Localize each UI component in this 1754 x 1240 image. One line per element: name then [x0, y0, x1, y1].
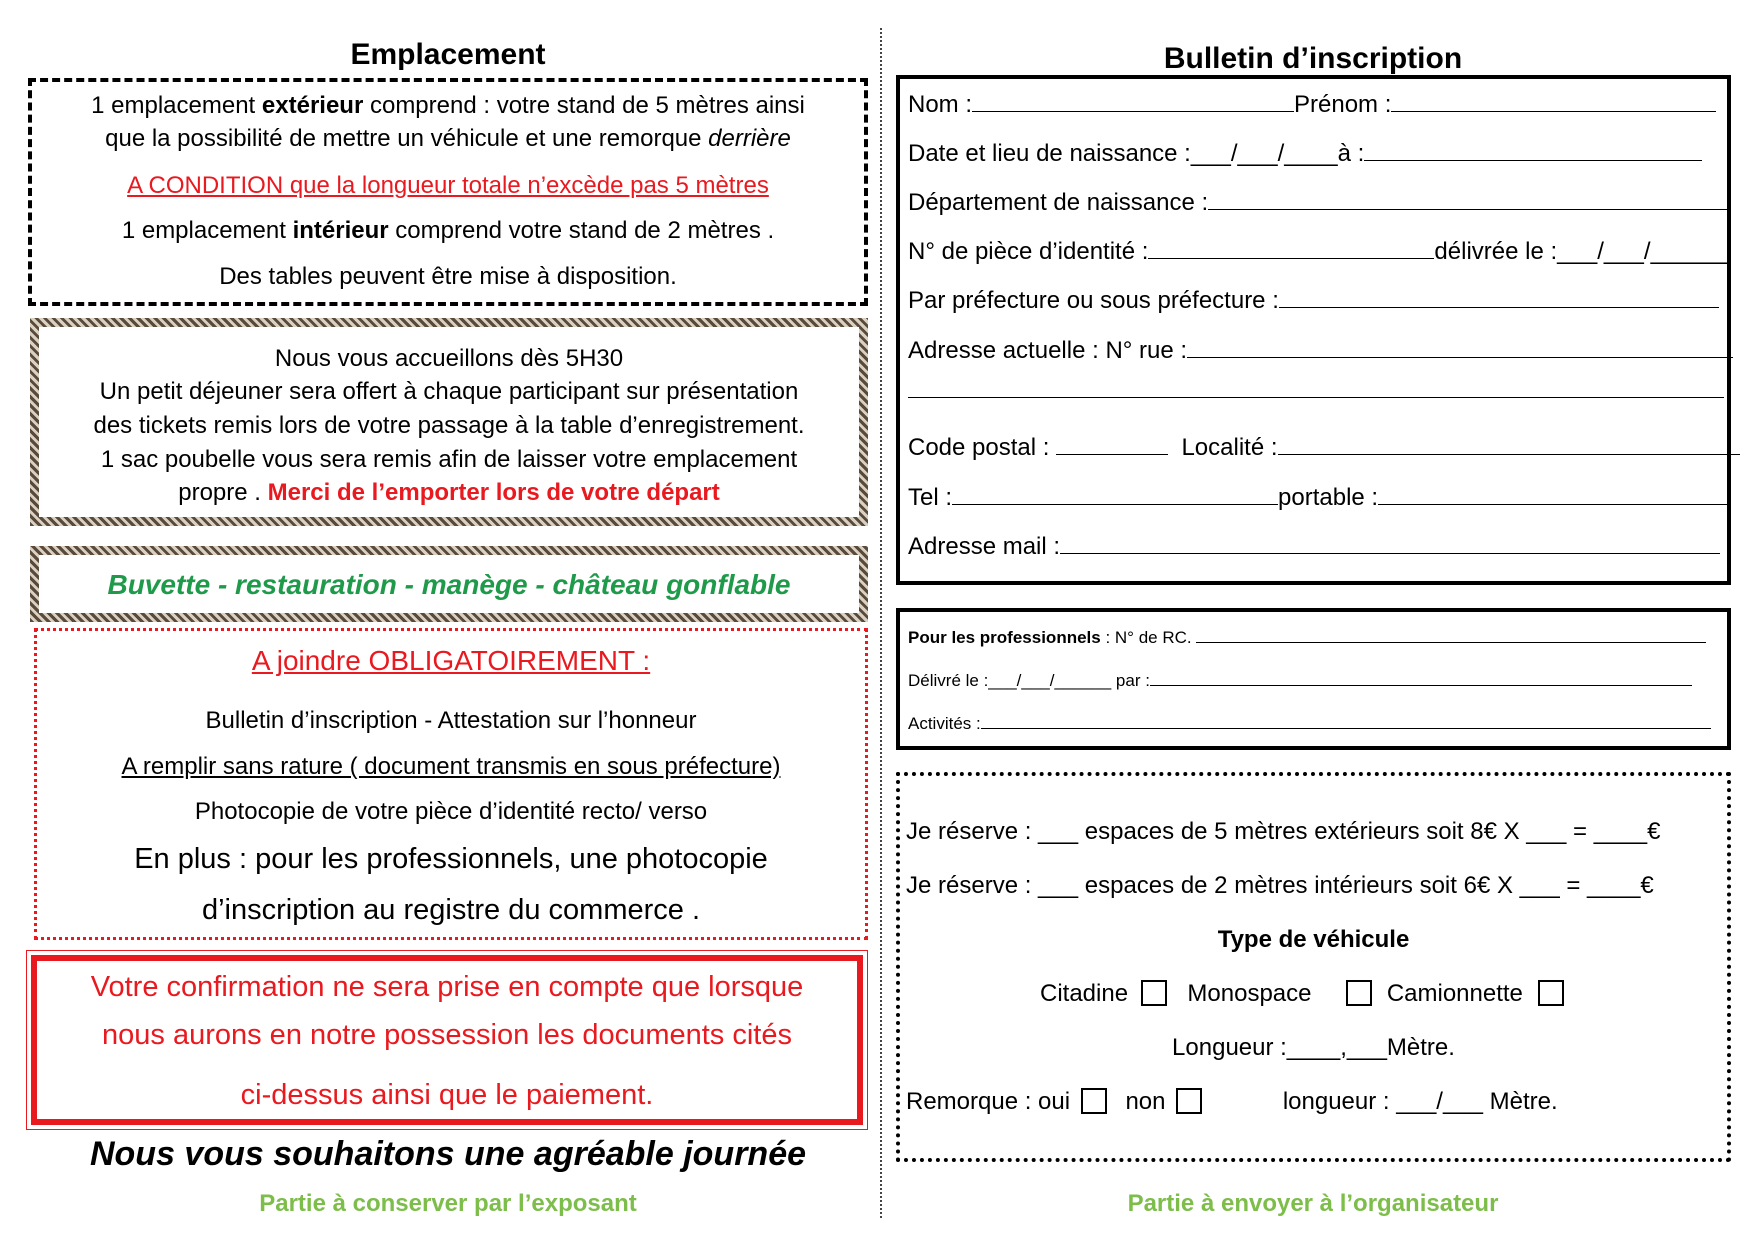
- box1-line2: que la possibilité de mettre un véhicule et une remorque derrière: [105, 125, 791, 152]
- right-footer: Partie à envoyer à l’organisateur: [1127, 1190, 1499, 1217]
- confirmation-inner: [31, 955, 863, 1125]
- welcome-line5: propre . Merci de l’emporter lors de votre départ: [178, 479, 720, 506]
- pro-rc-row: Pour les professionnels : N° de RC.: [908, 628, 1706, 648]
- remorque-non-checkbox[interactable]: [1176, 1088, 1202, 1114]
- vehicule-row: Citadine Monospace Camionnette: [1040, 980, 1564, 1008]
- box1-line1: 1 emplacement extérieur comprend : votre stand de 5 mètres ainsi: [91, 92, 805, 119]
- left-title: Emplacement: [350, 38, 546, 71]
- prefecture-row: Par préfecture ou sous préfecture :: [908, 287, 1719, 315]
- code-postal-field[interactable]: [1056, 434, 1168, 455]
- welcome-line2: Un petit déjeuner sera offert à chaque participant sur présentation: [99, 378, 799, 405]
- confirmation-line2: nous aurons en notre possession les documents cités: [102, 1019, 792, 1051]
- camionnette-checkbox[interactable]: [1538, 980, 1564, 1006]
- emplacement-box: [28, 78, 868, 306]
- departement-field[interactable]: [1208, 189, 1728, 210]
- confirmation-line3: ci-dessus ainsi que le paiement.: [240, 1079, 654, 1111]
- monospace-checkbox[interactable]: [1346, 980, 1372, 1006]
- adresse-line2-field[interactable]: [908, 397, 1724, 398]
- reservation-box: [896, 772, 1731, 1162]
- professionals-box: [896, 608, 1731, 750]
- box1-line5: Des tables peuvent être mise à disposition.: [219, 263, 677, 290]
- activities-text: Buvette - restauration - manège - château gonflable: [107, 569, 791, 600]
- documents-title: A joindre OBLIGATOIREMENT :: [251, 645, 651, 676]
- box1-line4: 1 emplacement intérieur comprend votre stand de 2 mètres .: [121, 217, 775, 244]
- documents-line3: Photocopie de votre pièce d’identité recto/ verso: [194, 798, 708, 825]
- nom-field[interactable]: [972, 91, 1294, 112]
- piece-row: N° de pièce d’identité : délivrée le :___/___/______: [908, 238, 1731, 265]
- vertical-separator: [880, 28, 882, 1218]
- welcome-box: [30, 318, 868, 526]
- tel-field[interactable]: [952, 484, 1278, 505]
- wish-text: Nous vous souhaitons une agréable journée: [89, 1135, 807, 1173]
- remorque-oui-checkbox[interactable]: [1081, 1088, 1107, 1114]
- nom-row: Nom : Prénom :: [908, 91, 1716, 119]
- pro-rc-field[interactable]: [1196, 628, 1706, 643]
- reserve-line2: Je réserve : ___ espaces de 2 mètres intérieurs soit 6€ X ___ = ____€: [906, 872, 1654, 899]
- piece-field[interactable]: [1148, 238, 1434, 259]
- documents-box: [34, 628, 868, 940]
- documents-line2: A remplir sans rature ( document transmis en sous préfecture): [121, 753, 781, 780]
- pro-delivre-row: Délivré le :___/___/______ par :: [908, 671, 1692, 691]
- naissance-row: Date et lieu de naissance :___/___/____à :: [908, 140, 1702, 168]
- welcome-line3: des tickets remis lors de votre passage à la table d’enregistrement.: [93, 412, 805, 439]
- box1-condition: A CONDITION que la longueur totale n’excède pas 5 mètres: [127, 172, 769, 199]
- prefecture-field[interactable]: [1279, 287, 1719, 308]
- documents-line5: d’inscription au registre du commerce .: [201, 894, 701, 926]
- pro-activites-field[interactable]: [981, 714, 1711, 729]
- mail-row: Adresse mail :: [908, 533, 1720, 561]
- activities-box: [30, 546, 868, 622]
- mail-field[interactable]: [1060, 533, 1720, 554]
- citadine-checkbox[interactable]: [1141, 980, 1167, 1006]
- departement-row: Département de naissance :: [908, 189, 1728, 217]
- adresse-field[interactable]: [1187, 337, 1733, 358]
- localite-field[interactable]: [1278, 434, 1740, 455]
- welcome-line1: Nous vous accueillons dès 5H30: [274, 345, 624, 372]
- portable-field[interactable]: [1378, 484, 1728, 505]
- documents-line1: Bulletin d’inscription - Attestation sur l’honneur: [205, 707, 697, 734]
- documents-line4: En plus : pour les professionnels, une photocopie: [134, 843, 768, 875]
- left-footer: Partie à conserver par l’exposant: [259, 1190, 637, 1217]
- tel-row: Tel : portable :: [908, 484, 1728, 512]
- pro-activites-row: Activités :: [908, 714, 1711, 734]
- welcome-line4: 1 sac poubelle vous sera remis afin de laisser votre emplacement: [100, 446, 798, 473]
- pro-par-field[interactable]: [1150, 671, 1692, 686]
- naissance-field[interactable]: [1364, 140, 1702, 161]
- confirmation-box: [26, 950, 868, 1130]
- confirmation-line1: Votre confirmation ne sera prise en compte que lorsque: [90, 971, 804, 1003]
- remorque-row: Remorque : oui non longueur : ___/___ Mètre.: [906, 1088, 1558, 1115]
- registration-form: [896, 75, 1731, 585]
- right-title: Bulletin d’inscription: [1163, 42, 1463, 75]
- vehicule-title: Type de véhicule: [1217, 926, 1410, 953]
- prenom-field[interactable]: [1391, 91, 1716, 112]
- code-postal-row: Code postal : Localité :: [908, 434, 1740, 462]
- longueur-row: Longueur :____,___Mètre.: [1172, 1034, 1455, 1061]
- adresse-row: Adresse actuelle : N° rue :: [908, 337, 1733, 365]
- reserve-line1: Je réserve : ___ espaces de 5 mètres extérieurs soit 8€ X ___ = ____€: [906, 818, 1661, 845]
